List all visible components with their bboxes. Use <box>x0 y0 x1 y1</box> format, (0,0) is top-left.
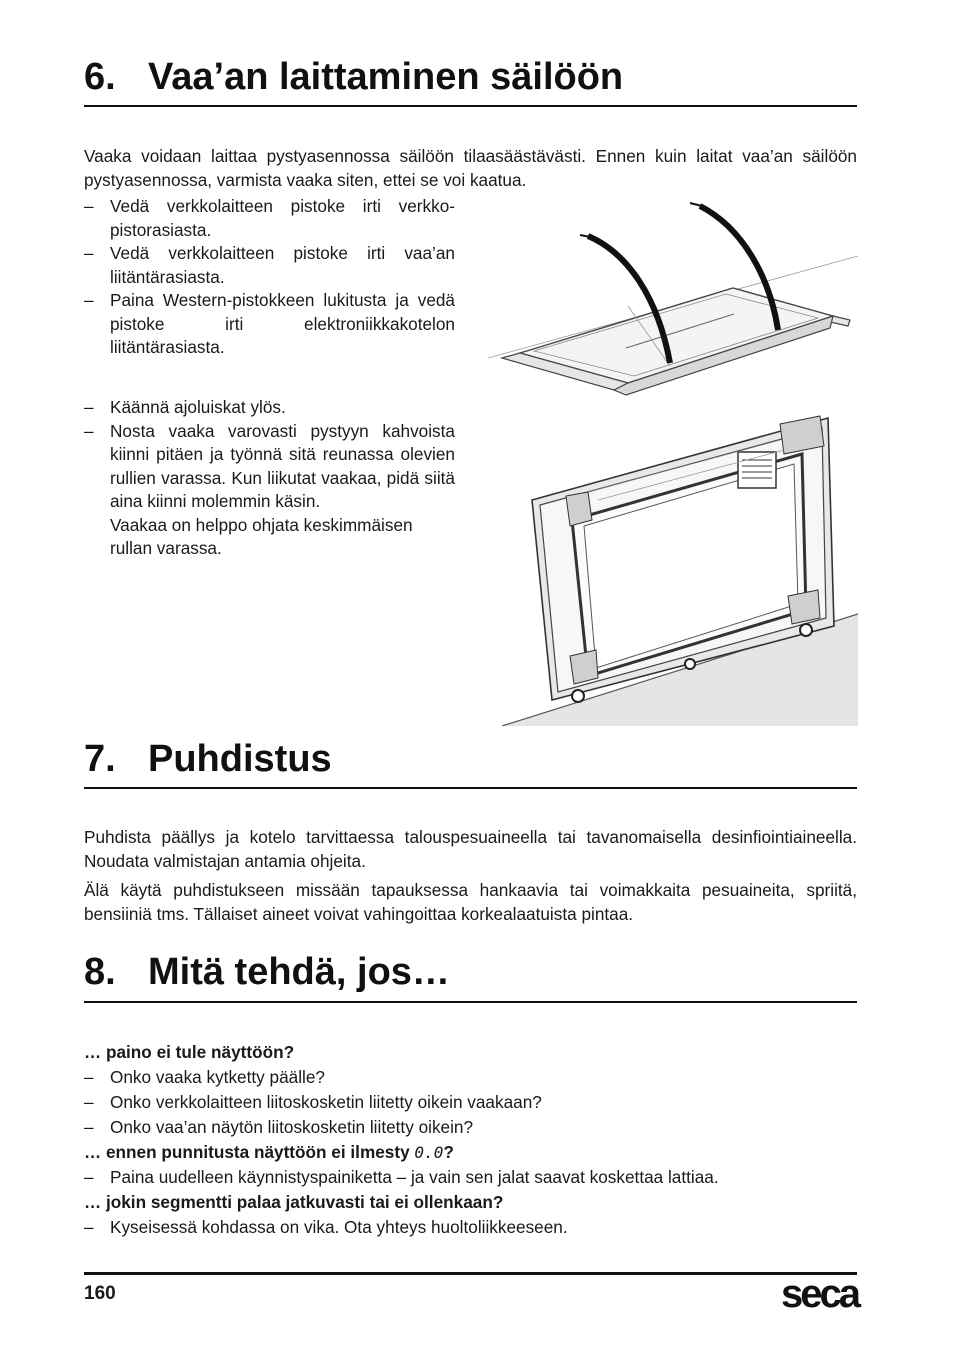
section-8-heading <box>84 951 450 994</box>
section-7-number: 7. <box>84 738 116 780</box>
list-item: – Paina uudelleen käynnistyspainiketta – ja vain sen jalat saavat koskettaa lattiaa. <box>84 1167 719 1187</box>
section-6-rule <box>84 105 857 107</box>
list-item: – Vedä verkkolaitteen pistoke irti vaa’an liitäntärasiasta. <box>84 243 455 287</box>
list-item: – Kyseisessä kohdassa on vika. Ota yhteys huoltoliikkeeseen. <box>84 1217 568 1237</box>
question-1: … paino ei tule näyttöön? <box>84 1042 295 1062</box>
troubleshooting-list <box>84 1040 857 1240</box>
list-item: – Onko vaa’an näytön liitoskosketin liitetty oikein? <box>84 1117 474 1137</box>
section-8-number: 8. <box>84 951 116 993</box>
footer-rule <box>84 1272 857 1275</box>
seca-logo: seca <box>781 1272 858 1316</box>
section-6-steps-a <box>84 195 455 360</box>
list-item: – Paina Western-pistokkeen lukitusta ja vedä pistoke irti elektroniikkakotelon liitäntärasiasta. <box>84 290 455 357</box>
section-8-rule <box>84 1001 857 1003</box>
section-6-intro: Vaaka voidaan laittaa pystyasennossa säilöön tilaasäästävästi. Ennen kuin laitat vaa’an säilöön pystyasennossa, varmista vaaka siten, ettei se voi kaatua. <box>84 146 857 190</box>
section-6-heading <box>84 56 623 99</box>
section-8-title: Mitä tehdä, jos… <box>148 951 450 993</box>
section-7-title: Puhdistus <box>148 738 332 780</box>
question-3: … jokin segmentti palaa jatkuvasti tai ei ollenkaan? <box>84 1192 504 1212</box>
list-item: – Vedä verkkolaitteen pistoke irti verkko-pistorasiasta. <box>84 196 455 240</box>
list-item: – Onko verkkolaitteen liitoskosketin liitetty oikein vaakaan? <box>84 1092 542 1112</box>
scale-ramps-illustration <box>488 198 858 398</box>
list-item: – Onko vaaka kytketty päälle? <box>84 1067 325 1087</box>
page-number: 160 <box>84 1283 116 1304</box>
list-item: – Käännä ajoluiskat ylös. <box>84 397 286 417</box>
display-reading: 0.0 <box>414 1143 444 1162</box>
section-7-heading <box>84 738 332 781</box>
scale-upright-illustration <box>488 400 858 726</box>
section-6-title: Vaa’an laittaminen säilöön <box>148 56 624 98</box>
question-2: … ennen punnitusta näyttöön ei ilmesty 0.0? <box>84 1142 454 1162</box>
section-7-rule <box>84 787 857 789</box>
section-6-note: Vaakaa on helppo ohjata keskimmäisen rullan varassa. <box>110 514 413 558</box>
section-6-number: 6. <box>84 56 116 98</box>
list-item: – Nosta vaaka varovasti pystyyn kahvoista kiinni pitäen ja työnnä sitä reunassa olevien rullien varassa. Kun liikutat vaakaa, pidä siitä aina kiinni molemmin käsin. <box>84 420 455 511</box>
section-7-paragraph-2: Älä käytä puhdistukseen missään tapauksessa hankaavia tai voimakkaita pesuaineita, spriitä, bensiiniä tms. Tällaiset aineet voivat vahingoittaa korkealaatuista pintaa. <box>84 880 857 924</box>
section-6-steps-b <box>84 396 455 561</box>
section-7-paragraph-1: Puhdista päällys ja kotelo tarvittaessa talouspesuaineella tai tavanomaisella desinfiointiaineella. Noudata valmistajan antamia ohjeita. <box>84 827 857 871</box>
